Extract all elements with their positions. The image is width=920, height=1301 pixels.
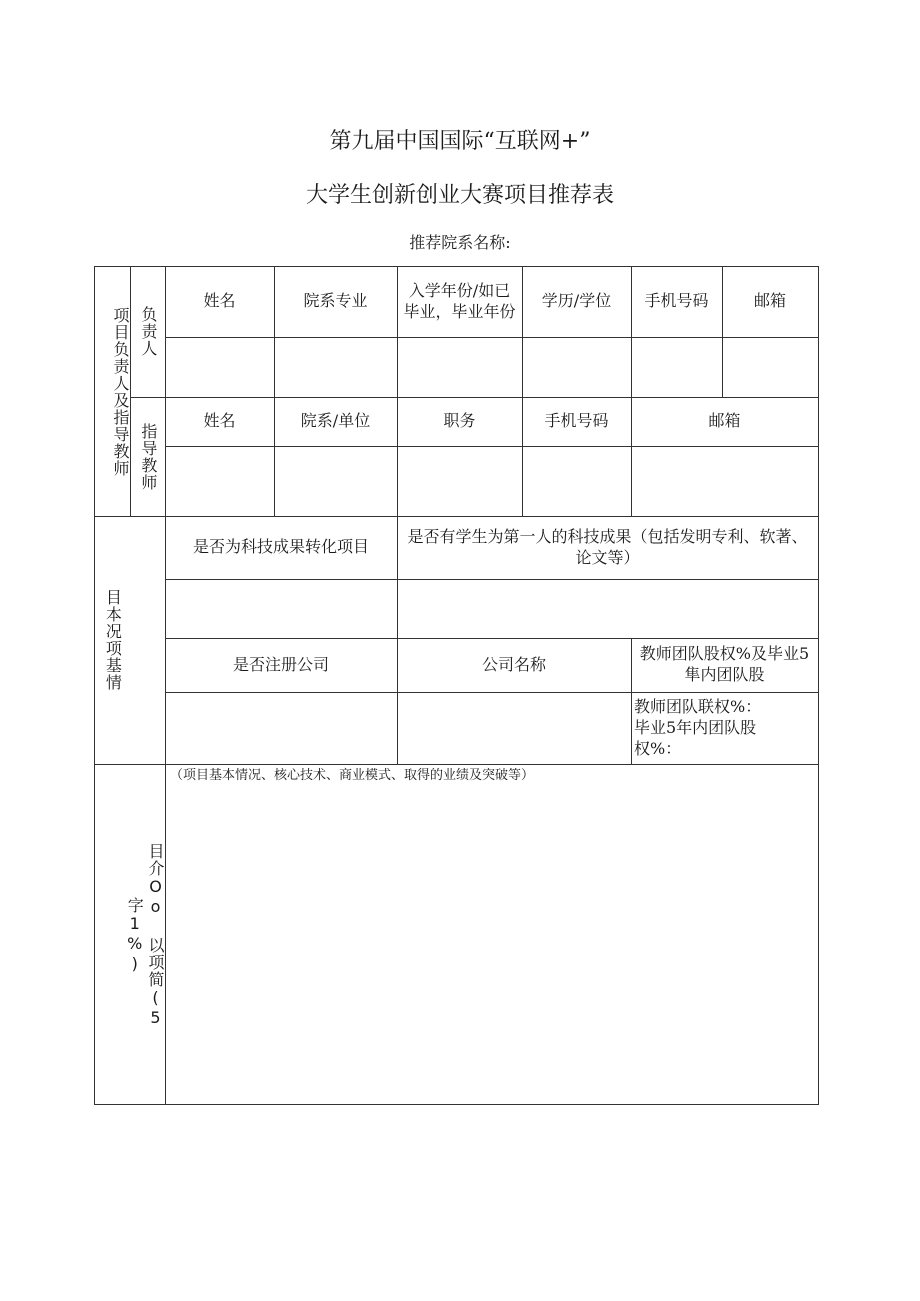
advisor-header-unit: 院系/单位 <box>300 411 371 431</box>
leader-degree-input[interactable] <box>523 338 631 397</box>
equity-percent-label: 权%： <box>634 738 682 758</box>
section-project-basic-label: 目本况项基情 <box>103 589 123 691</box>
leader-label: 负责人 <box>138 306 158 357</box>
recommend-department-label: 推荐院系名称: <box>409 233 511 252</box>
equity-header: 教师团队股权%及毕业5隼内团队股 <box>639 644 810 684</box>
advisor-header-title: 职务 <box>443 411 476 431</box>
advisor-unit-input[interactable] <box>275 447 397 516</box>
leader-header-year: 入学年份/如已毕业，毕业年份 <box>403 280 516 321</box>
equity-teacher-label: 教师团队联权%： <box>634 697 762 717</box>
tech-transfer-answer[interactable] <box>166 580 397 638</box>
grid-line <box>94 764 819 765</box>
advisor-header-name: 姓名 <box>203 411 236 431</box>
project-intro-textarea[interactable] <box>166 788 818 1104</box>
leader-header-major: 院系专业 <box>303 291 368 311</box>
leader-header-phone: 手机号码 <box>644 291 709 311</box>
tech-transfer-question: 是否为科技成果转化项目 <box>192 537 369 557</box>
grid-line <box>818 266 819 1105</box>
registered-company-question: 是否注册公司 <box>232 654 329 674</box>
student-first-answer[interactable] <box>398 580 818 638</box>
leader-name-input[interactable] <box>166 338 274 397</box>
company-name-answer[interactable] <box>398 693 631 764</box>
leader-major-input[interactable] <box>275 338 397 397</box>
advisor-header-email: 邮箱 <box>708 411 741 431</box>
form-title-line1: 第九届中国国际“互联网+” <box>329 129 591 154</box>
advisor-header-phone: 手机号码 <box>544 411 609 431</box>
advisor-title-input[interactable] <box>398 447 522 516</box>
section-leader-advisor-label: 项目负责人及指导教师 <box>111 307 130 477</box>
advisor-phone-input[interactable] <box>523 447 631 516</box>
form-title-line2: 大学生创新创业大赛项目推荐表 <box>305 183 614 208</box>
leader-header-degree: 学历/学位 <box>541 291 612 311</box>
student-first-question: 是否有学生为第一人的科技成果（包括发明专利、软著、论文等） <box>407 526 808 567</box>
advisor-email-input[interactable] <box>632 447 818 516</box>
section-project-intro-label: 目介Oo 以项简(5 字1%) <box>125 842 165 1028</box>
project-intro-hint: （项目基本情况、核心技术、商业模式、取得的业绩及突破等） <box>170 767 535 783</box>
company-name-header: 公司名称 <box>481 654 546 674</box>
leader-email-input[interactable] <box>723 338 818 397</box>
equity-answer[interactable] <box>632 693 818 764</box>
leader-year-input[interactable] <box>398 338 522 397</box>
grid-line <box>94 1104 819 1105</box>
leader-header-email: 邮箱 <box>753 291 786 311</box>
registered-company-answer[interactable] <box>166 693 397 764</box>
advisor-name-input[interactable] <box>166 447 274 516</box>
equity-team-label: 毕业5年内团队股 <box>634 718 757 738</box>
advisor-label: 指导教师 <box>138 422 158 491</box>
leader-header-name: 姓名 <box>203 291 236 311</box>
leader-phone-input[interactable] <box>632 338 722 397</box>
